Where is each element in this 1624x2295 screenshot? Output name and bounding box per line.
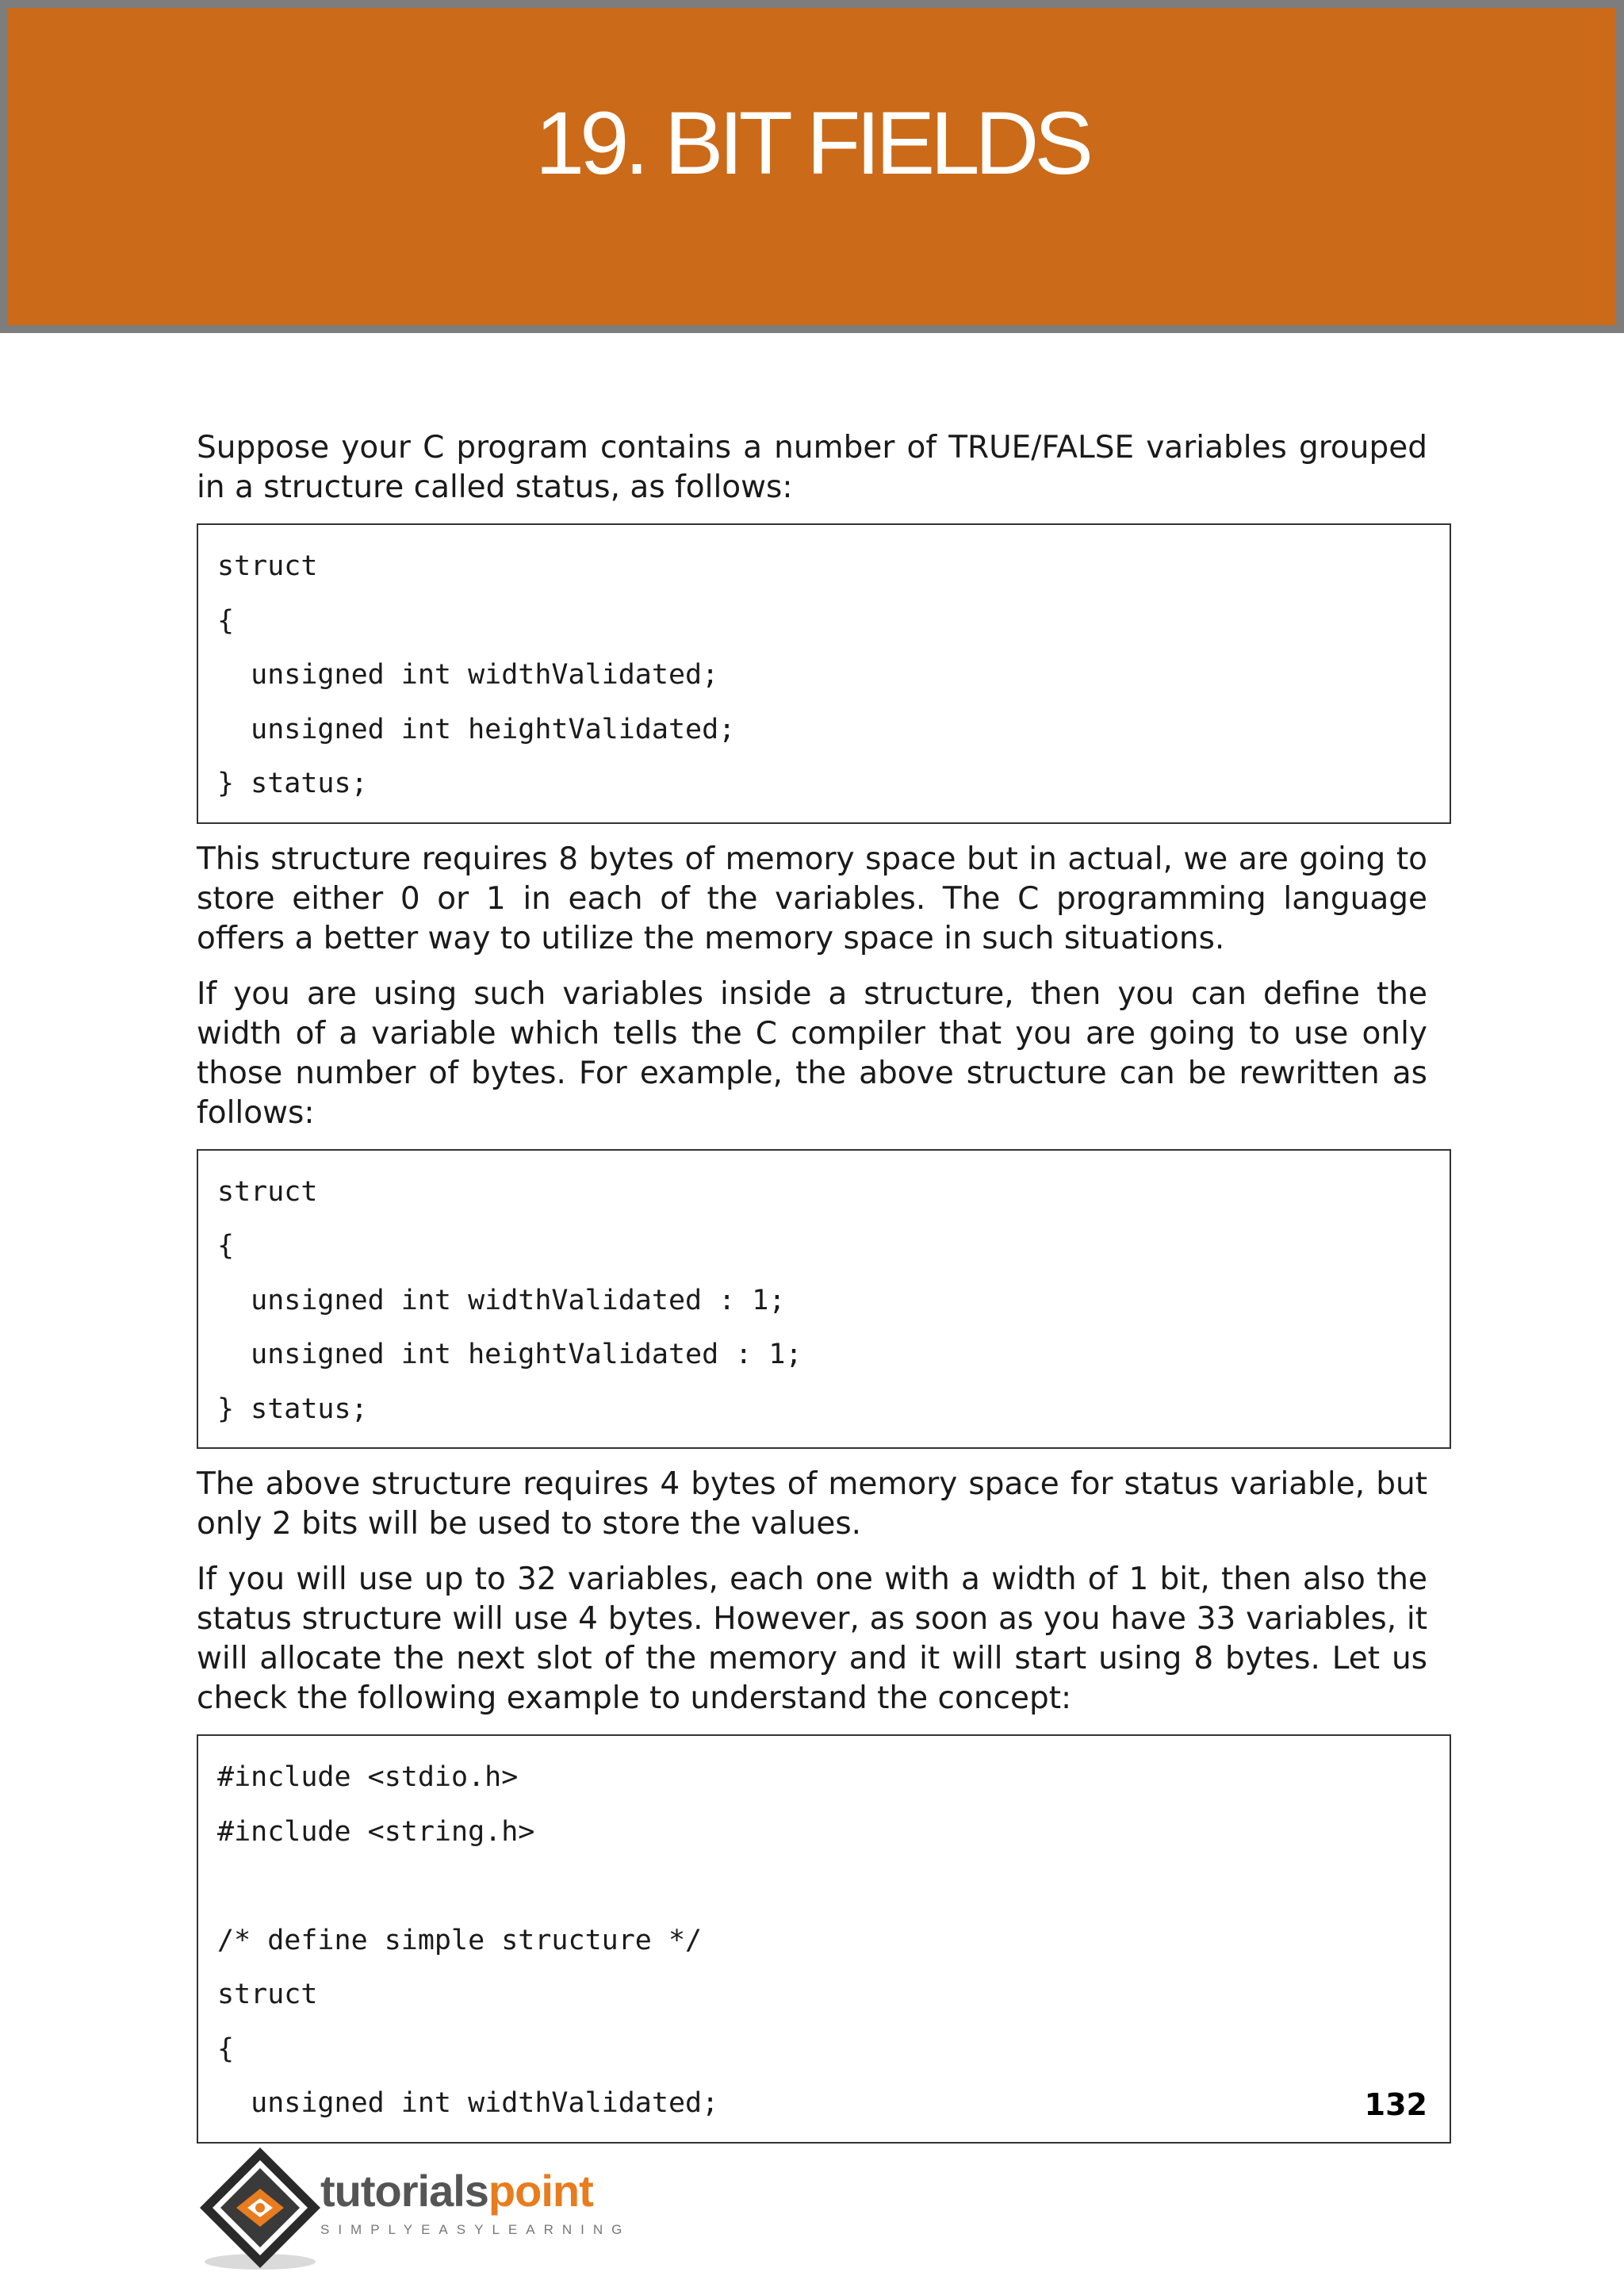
chapter-header	[0, 0, 1624, 333]
code-line: {	[217, 2033, 235, 2065]
code-line: unsigned int widthValidated : 1;	[217, 1284, 786, 1316]
code-block	[197, 1734, 1451, 2144]
code-block	[197, 523, 1451, 824]
code-line: /* define simple structure */	[217, 1924, 703, 1956]
logo-tagline: SIMPLYEASYLEARNING	[320, 2222, 631, 2237]
paragraph: Suppose your C program contains a number of TRUE/FALSE variables grouped in a structure called status, as follows:	[197, 430, 1427, 505]
code-line: {	[217, 604, 235, 637]
page-content	[197, 428, 1427, 2159]
code-line: struct	[217, 550, 318, 582]
logo-wordmark: tutorialspoint	[320, 2166, 593, 2216]
code-line: #include <string.h>	[217, 1815, 535, 1848]
paragraph: This structure requires 8 bytes of memory space but in actual, we are going to store either 0 or 1 in each of the variables. The C programming language offers a better way to utilize the memory space in such situations.	[197, 841, 1427, 956]
chapter-title: 19. BIT FIELDS	[534, 94, 1090, 193]
code-block	[197, 1149, 1451, 1450]
code-line	[217, 1859, 1431, 1914]
paragraph: If you are using such variables inside a structure, then you can define the width of a variable which tells the C compiler that you are going to use only those number of bytes. For example, the above structure can be rewritten as follows:	[197, 975, 1427, 1131]
code-line: {	[217, 1230, 235, 1262]
code-line: unsigned int widthValidated;	[217, 659, 719, 691]
code-line: unsigned int widthValidated;	[217, 2087, 719, 2119]
paragraph: The above structure requires 4 bytes of memory space for status variable, but only 2 bits will be used to store the values.	[197, 1466, 1427, 1542]
logo-diamond-icon	[195, 2141, 330, 2276]
tutorialspoint-logo	[195, 2141, 639, 2276]
code-line: unsigned int heightValidated : 1;	[217, 1339, 802, 1370]
code-line: } status;	[217, 768, 368, 799]
page-number: 132	[1364, 2087, 1427, 2122]
paragraph: If you will use up to 32 variables, each one with a width of 1 bit, then also the status structure will use 4 bytes. However, as soon as you have 33 variables, it will allocate the next slot of the memory and it will start using 8 bytes. Let us check the following example to understand the concept:	[197, 1561, 1427, 1716]
code-line: struct	[217, 1979, 318, 2010]
code-line: } status;	[217, 1393, 368, 1425]
code-line: struct	[217, 1175, 318, 1208]
code-line: unsigned int heightValidated;	[217, 713, 736, 745]
code-line: #include <stdio.h>	[217, 1761, 519, 1793]
